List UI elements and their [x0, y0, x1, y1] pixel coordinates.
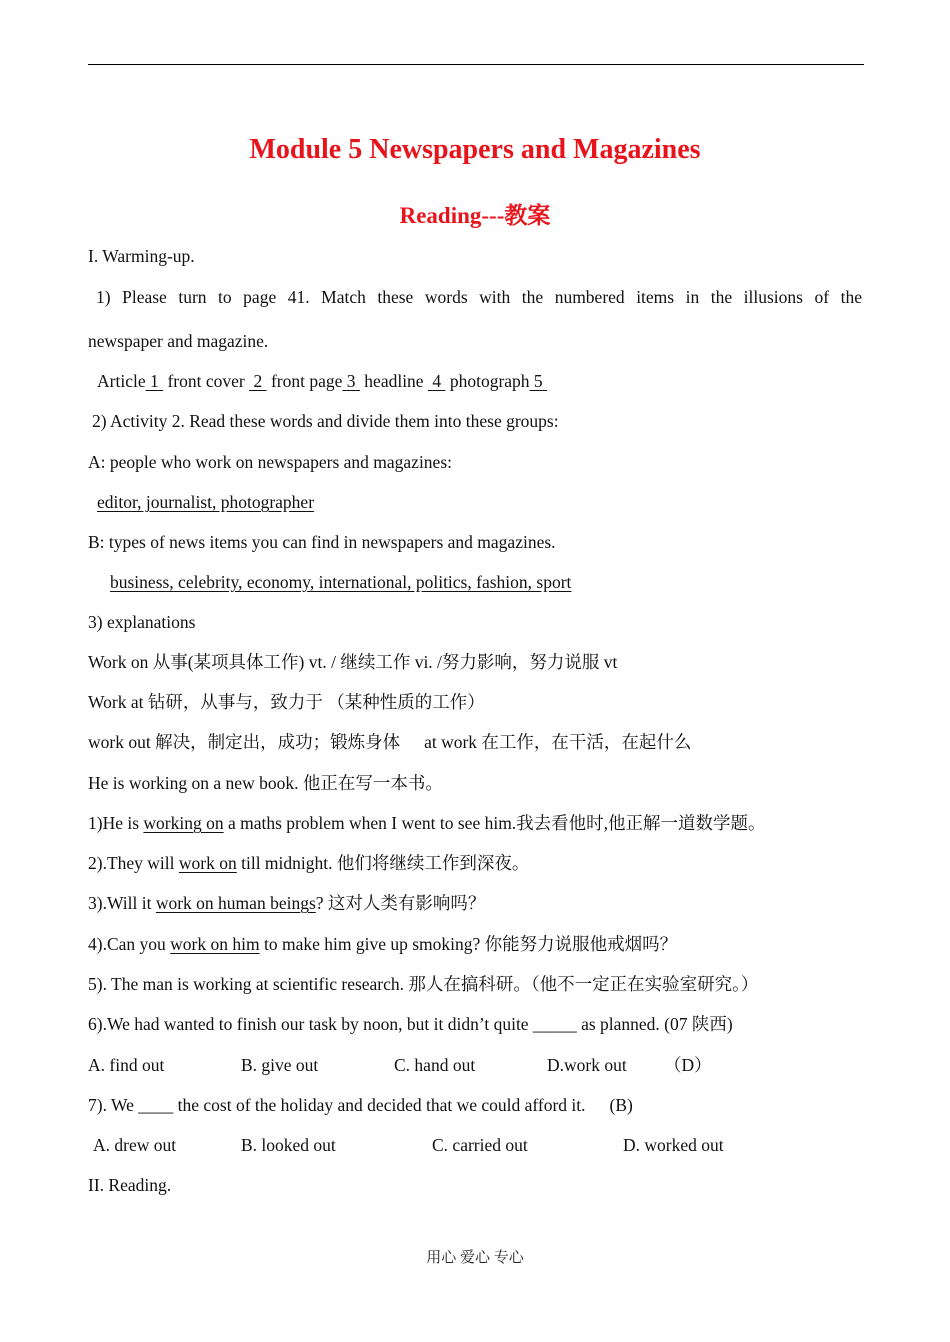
option: D.work out: [547, 1055, 627, 1075]
option: C. carried out: [432, 1135, 528, 1155]
option: B. give out: [241, 1055, 319, 1075]
page-footer: 用心 爱心 专心: [426, 1250, 524, 1266]
match-number: 3: [346, 371, 356, 391]
header-rule: [88, 64, 864, 65]
question-7-stem: 7). We ____ the cost of the holiday and decided that we could afford it. (B): [88, 1095, 633, 1115]
match-word: headline: [364, 371, 424, 391]
question-7-options: [93, 1133, 724, 1157]
match-word: front page: [270, 371, 343, 391]
warmup-item1-line1: 1) Please turn to page 41. Match these words with the numbered items in the illusions of the: [96, 287, 862, 307]
group-b-label: B: types of news items you can find in newspapers and magazines.: [88, 532, 556, 552]
match-word: photograph: [449, 371, 530, 391]
option: A. find out: [88, 1055, 165, 1075]
page-subtitle: Reading---教案: [399, 203, 551, 228]
option: C. hand out: [394, 1055, 476, 1075]
match-number: 4: [432, 371, 442, 391]
option: A. drew out: [93, 1135, 177, 1155]
match-word: Article: [97, 371, 146, 391]
match-number: 5: [533, 371, 543, 391]
warmup-item1-line2: newspaper and magazine.: [88, 331, 269, 351]
group-b-words: business, celebrity, economy, international, politics, fashion, sport: [110, 572, 572, 592]
warmup-item3: 3) explanations: [88, 612, 196, 632]
answer: (B): [609, 1095, 633, 1115]
section-heading-warmup: I. Warming-up.: [88, 246, 195, 266]
example-sentence: He is working on a new book. 他正在写一本书。: [88, 773, 443, 793]
match-number: 1: [149, 371, 159, 391]
list-item: 3).Will it work on human beings? 这对人类有影响吗？: [88, 893, 486, 913]
list-item: 2).They will work on till midnight. 他们将继续工作到深夜。: [88, 853, 530, 873]
match-line: [97, 369, 547, 393]
answer: （D）: [664, 1055, 712, 1075]
group-a-words: editor, journalist, photographer: [97, 492, 315, 512]
list-item: 4).Can you work on him to make him give up smoking? 你能努力说服他戒烟吗？: [88, 934, 678, 954]
match-number: 2: [253, 371, 263, 391]
section-heading-reading: II. Reading.: [88, 1175, 172, 1195]
option: B. looked out: [241, 1135, 336, 1155]
question-6-options: [88, 1053, 712, 1077]
match-word: front cover: [167, 371, 245, 391]
question-6-stem: 6).We had wanted to finish our task by noon, but it didn’t quite _____ as planned. (07 陕西): [88, 1014, 733, 1034]
explanation-work-on: Work on 从事(某项具体工作) vt. / 继续工作 vi. /努力影响，努力说服 vt: [88, 652, 618, 672]
list-item: 1)He is working on a maths problem when I went to see him.我去看他时,他正解一道数学题。: [88, 813, 766, 833]
list-item: 5). The man is working at scientific research. 那人在搞科研。（他不一定正在实验室研究。）: [88, 974, 759, 994]
explanation-work-out: work out 解决，制定出，成功；锻炼身体 at work 在工作，在干活，在起什么: [88, 732, 692, 752]
group-a-label: A: people who work on newspapers and magazines:: [88, 452, 452, 472]
warmup-item2: 2) Activity 2. Read these words and divide them into these groups:: [92, 411, 559, 431]
page-title: Module 5 Newspapers and Magazines: [249, 134, 701, 165]
option: D. worked out: [623, 1135, 724, 1155]
explanation-work-at: Work at 钻研，从事与，致力于 （某种性质的工作）: [88, 692, 485, 712]
